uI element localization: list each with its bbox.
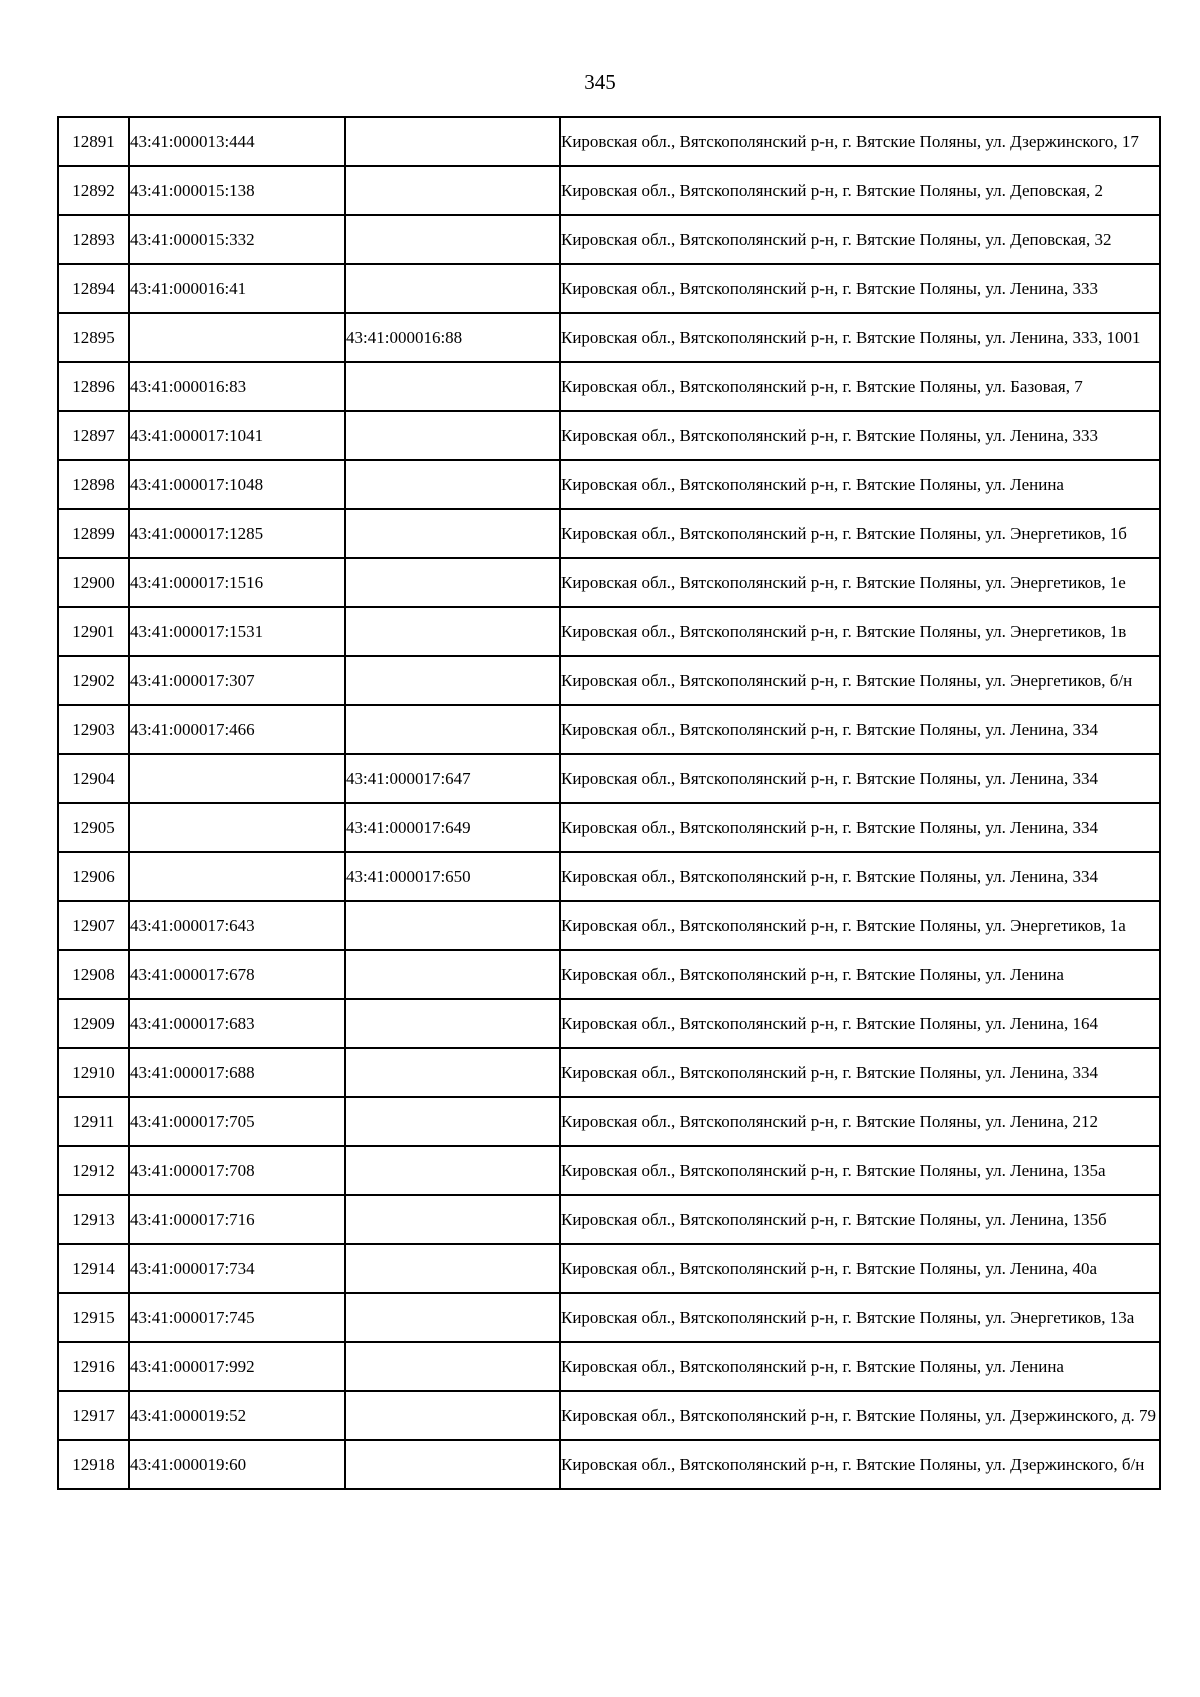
object-number-cell [345,509,560,558]
row-number-cell: 12906 [58,852,129,901]
object-number-cell [345,1440,560,1489]
table-row [58,313,1160,362]
address-cell: Кировская обл., Вятскополянский р-н, г. Вятские Поляны, ул. Ленина, 135а [560,1146,1160,1195]
object-number-cell [345,656,560,705]
address-cell: Кировская обл., Вятскополянский р-н, г. Вятские Поляны, ул. Ленина, 334 [560,754,1160,803]
address-cell: Кировская обл., Вятскополянский р-н, г. Вятские Поляны, ул. Ленина, 333, 1001 [560,313,1160,362]
object-number-cell [345,999,560,1048]
cadastral-number-cell: 43:41:000017:1041 [129,411,345,460]
address-cell: Кировская обл., Вятскополянский р-н, г. Вятские Поляны, ул. Ленина, 333 [560,411,1160,460]
row-number-cell: 12896 [58,362,129,411]
address-cell: Кировская обл., Вятскополянский р-н, г. Вятские Поляны, ул. Энергетиков, 1в [560,607,1160,656]
row-number-cell: 12915 [58,1293,129,1342]
table-row [58,1391,1160,1440]
object-number-cell [345,411,560,460]
row-number-cell: 12914 [58,1244,129,1293]
object-number-cell [345,1048,560,1097]
object-number-cell [345,1342,560,1391]
cadastral-number-cell: 43:41:000017:307 [129,656,345,705]
cadastral-number-cell: 43:41:000017:992 [129,1342,345,1391]
row-number-cell: 12905 [58,803,129,852]
address-cell: Кировская обл., Вятскополянский р-н, г. Вятские Поляны, ул. Ленина, 333 [560,264,1160,313]
address-cell: Кировская обл., Вятскополянский р-н, г. Вятские Поляны, ул. Ленина, 40а [560,1244,1160,1293]
cadastral-number-cell: 43:41:000019:60 [129,1440,345,1489]
row-number-cell: 12891 [58,117,129,166]
table-row [58,999,1160,1048]
table-row [58,1440,1160,1489]
cadastral-number-cell: 43:41:000017:1531 [129,607,345,656]
object-number-cell [345,117,560,166]
table-row [58,362,1160,411]
table-row [58,1048,1160,1097]
cadastral-number-cell: 43:41:000017:716 [129,1195,345,1244]
row-number-cell: 12897 [58,411,129,460]
row-number-cell: 12903 [58,705,129,754]
cadastral-number-cell: 43:41:000019:52 [129,1391,345,1440]
cadastral-number-cell: 43:41:000015:138 [129,166,345,215]
cadastral-number-cell: 43:41:000017:688 [129,1048,345,1097]
row-number-cell: 12907 [58,901,129,950]
table-row [58,656,1160,705]
cadastral-number-cell: 43:41:000015:332 [129,215,345,264]
object-number-cell: 43:41:000017:650 [345,852,560,901]
table-row [58,1293,1160,1342]
address-cell: Кировская обл., Вятскополянский р-н, г. Вятские Поляны, ул. Ленина, 334 [560,705,1160,754]
address-cell: Кировская обл., Вятскополянский р-н, г. Вятские Поляны, ул. Ленина [560,460,1160,509]
object-number-cell: 43:41:000017:649 [345,803,560,852]
address-cell: Кировская обл., Вятскополянский р-н, г. Вятские Поляны, ул. Дзержинского, д. 79 [560,1391,1160,1440]
cadastral-number-cell [129,803,345,852]
address-cell: Кировская обл., Вятскополянский р-н, г. Вятские Поляны, ул. Дзержинского, 17 [560,117,1160,166]
address-cell: Кировская обл., Вятскополянский р-н, г. Вятские Поляны, ул. Ленина, 334 [560,803,1160,852]
row-number-cell: 12893 [58,215,129,264]
cadastral-number-cell: 43:41:000017:705 [129,1097,345,1146]
table-row [58,803,1160,852]
object-number-cell: 43:41:000017:647 [345,754,560,803]
object-number-cell [345,362,560,411]
table-row [58,901,1160,950]
registry-table [57,116,1161,1490]
object-number-cell [345,264,560,313]
address-cell: Кировская обл., Вятскополянский р-н, г. Вятские Поляны, ул. Ленина, 334 [560,1048,1160,1097]
table-row [58,1097,1160,1146]
table-row [58,607,1160,656]
table-row [58,215,1160,264]
table-row [58,1342,1160,1391]
table-row [58,460,1160,509]
table-row [58,264,1160,313]
object-number-cell [345,1391,560,1440]
table-row [58,558,1160,607]
address-cell: Кировская обл., Вятскополянский р-н, г. Вятские Поляны, ул. Ленина, 334 [560,852,1160,901]
address-cell: Кировская обл., Вятскополянский р-н, г. Вятские Поляны, ул. Энергетиков, 13а [560,1293,1160,1342]
cadastral-number-cell [129,852,345,901]
object-number-cell [345,1244,560,1293]
table-row [58,950,1160,999]
cadastral-number-cell: 43:41:000017:1048 [129,460,345,509]
table-row [58,1244,1160,1293]
cadastral-number-cell: 43:41:000013:444 [129,117,345,166]
address-cell: Кировская обл., Вятскополянский р-н, г. Вятские Поляны, ул. Энергетиков, б/н [560,656,1160,705]
address-cell: Кировская обл., Вятскополянский р-н, г. Вятские Поляны, ул. Энергетиков, 1а [560,901,1160,950]
object-number-cell [345,901,560,950]
cadastral-number-cell: 43:41:000017:466 [129,705,345,754]
cadastral-number-cell: 43:41:000017:678 [129,950,345,999]
row-number-cell: 12898 [58,460,129,509]
row-number-cell: 12894 [58,264,129,313]
table-body [58,117,1160,1489]
address-cell: Кировская обл., Вятскополянский р-н, г. Вятские Поляны, ул. Энергетиков, 1е [560,558,1160,607]
cadastral-number-cell: 43:41:000017:708 [129,1146,345,1195]
row-number-cell: 12909 [58,999,129,1048]
object-number-cell [345,1146,560,1195]
table-row [58,1146,1160,1195]
address-cell: Кировская обл., Вятскополянский р-н, г. Вятские Поляны, ул. Ленина [560,950,1160,999]
table-row [58,411,1160,460]
object-number-cell [345,1293,560,1342]
row-number-cell: 12908 [58,950,129,999]
cadastral-number-cell: 43:41:000017:643 [129,901,345,950]
address-cell: Кировская обл., Вятскополянский р-н, г. Вятские Поляны, ул. Базовая, 7 [560,362,1160,411]
object-number-cell [345,1195,560,1244]
row-number-cell: 12913 [58,1195,129,1244]
address-cell: Кировская обл., Вятскополянский р-н, г. Вятские Поляны, ул. Дзержинского, б/н [560,1440,1160,1489]
object-number-cell: 43:41:000016:88 [345,313,560,362]
cadastral-number-cell: 43:41:000017:1285 [129,509,345,558]
cadastral-number-cell: 43:41:000016:41 [129,264,345,313]
address-cell: Кировская обл., Вятскополянский р-н, г. Вятские Поляны, ул. Деповская, 2 [560,166,1160,215]
address-cell: Кировская обл., Вятскополянский р-н, г. Вятские Поляны, ул. Ленина [560,1342,1160,1391]
row-number-cell: 12917 [58,1391,129,1440]
cadastral-number-cell [129,754,345,803]
cadastral-number-cell [129,313,345,362]
row-number-cell: 12911 [58,1097,129,1146]
address-cell: Кировская обл., Вятскополянский р-н, г. Вятские Поляны, ул. Энергетиков, 1б [560,509,1160,558]
table-row [58,852,1160,901]
table-row [58,1195,1160,1244]
page-number: 345 [584,70,616,94]
object-number-cell [345,215,560,264]
row-number-cell: 12910 [58,1048,129,1097]
row-number-cell: 12918 [58,1440,129,1489]
row-number-cell: 12900 [58,558,129,607]
address-cell: Кировская обл., Вятскополянский р-н, г. Вятские Поляны, ул. Ленина, 164 [560,999,1160,1048]
object-number-cell [345,705,560,754]
table-row [58,705,1160,754]
row-number-cell: 12899 [58,509,129,558]
address-cell: Кировская обл., Вятскополянский р-н, г. Вятские Поляны, ул. Ленина, 212 [560,1097,1160,1146]
cadastral-number-cell: 43:41:000017:745 [129,1293,345,1342]
table-row [58,166,1160,215]
address-cell: Кировская обл., Вятскополянский р-н, г. Вятские Поляны, ул. Деповская, 32 [560,215,1160,264]
object-number-cell [345,558,560,607]
row-number-cell: 12916 [58,1342,129,1391]
row-number-cell: 12902 [58,656,129,705]
row-number-cell: 12912 [58,1146,129,1195]
cadastral-number-cell: 43:41:000017:683 [129,999,345,1048]
object-number-cell [345,166,560,215]
object-number-cell [345,607,560,656]
cadastral-number-cell: 43:41:000017:1516 [129,558,345,607]
row-number-cell: 12901 [58,607,129,656]
table-row [58,117,1160,166]
table-row [58,509,1160,558]
object-number-cell [345,950,560,999]
row-number-cell: 12904 [58,754,129,803]
address-cell: Кировская обл., Вятскополянский р-н, г. Вятские Поляны, ул. Ленина, 135б [560,1195,1160,1244]
row-number-cell: 12892 [58,166,129,215]
table-row [58,754,1160,803]
object-number-cell [345,1097,560,1146]
cadastral-number-cell: 43:41:000017:734 [129,1244,345,1293]
object-number-cell [345,460,560,509]
cadastral-number-cell: 43:41:000016:83 [129,362,345,411]
row-number-cell: 12895 [58,313,129,362]
